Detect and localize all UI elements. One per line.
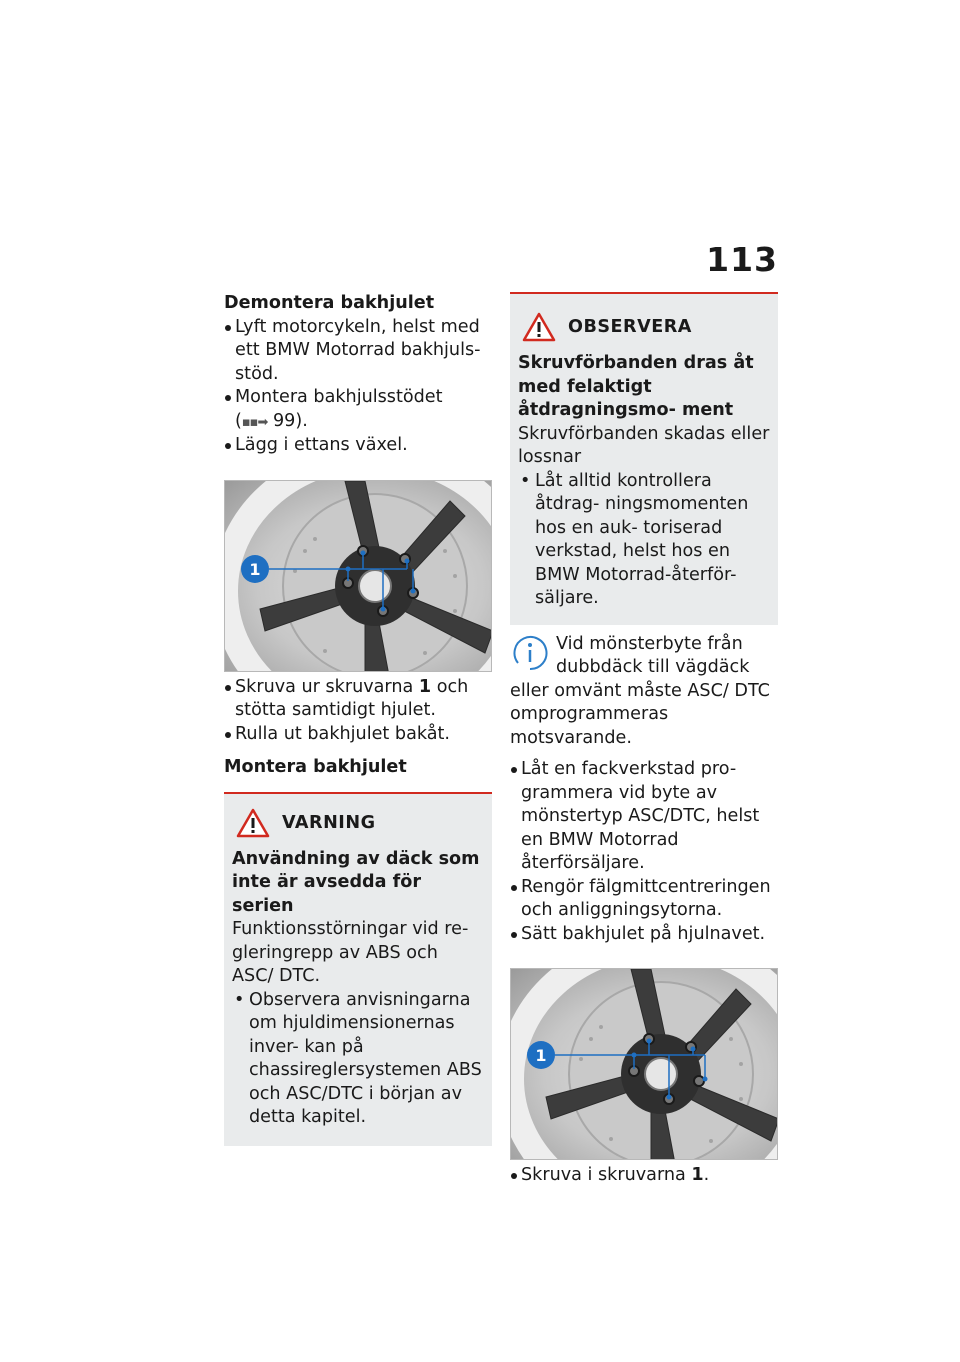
heading-remove-rear-wheel: Demontera bakhjulet <box>224 293 435 313</box>
list-item <box>224 676 492 723</box>
list-item <box>510 1164 778 1188</box>
warning-box <box>224 794 492 1146</box>
warning-triangle-icon <box>236 808 270 838</box>
list-item: • Låt alltid kontrollera åtdrag- ningsmomenten hos en auk- toriserad verkstad, helst hos en BMW Motorrad-återför- säljare. <box>518 470 770 611</box>
heading-mount-rear-wheel: Montera bakhjulet <box>224 756 492 794</box>
ref-open: ( <box>235 410 242 431</box>
notice-title: OBSERVERA <box>568 317 692 337</box>
step-text: Skruva i skruvarna <box>521 1165 692 1185</box>
callout-label-1: 1 <box>535 1046 547 1065</box>
list-item <box>224 386 492 434</box>
list-item: Låt en fackverkstad pro- grammera vid byte av mönstertyp ASC/DTC, helst en BMW Motorrad återförsäljare. <box>510 758 778 876</box>
warning-triangle-icon <box>522 312 556 342</box>
notice-text: Skruvförbanden skadas eller lossnar <box>518 423 770 467</box>
step-text: . <box>703 1165 710 1185</box>
wheel-illustration <box>225 481 492 672</box>
list-item: Lägg i ettans växel. <box>224 434 492 458</box>
page-number: 113 <box>706 240 778 279</box>
notice-box <box>510 292 778 625</box>
warning-title: VARNING <box>282 812 376 833</box>
list-item: • Observera anvisningarna om hjuldimensionernas inver- kan på chassireglersystemen ABS och ASC/DTC i början av detta kapitel. <box>232 989 484 1130</box>
warning-bold-line: inte är avsedda för serien <box>232 872 422 916</box>
wheel-photo-mount <box>510 968 778 1160</box>
wheel-photo-remove <box>224 480 492 672</box>
left-column <box>224 292 492 1146</box>
notice-bold: Skruvförbanden dras åt med felaktigt åtdragningsmo- ment <box>518 353 754 420</box>
notice-bullets <box>518 470 770 611</box>
info-icon <box>510 633 550 673</box>
mount-steps-list <box>510 758 778 946</box>
step-text: och stötta samtidigt hjulet. <box>235 676 469 720</box>
warning-bullets <box>232 989 484 1130</box>
warning-header <box>232 808 484 838</box>
remove-steps-list <box>224 316 492 458</box>
list-item: Rengör fälgmittcentreringen och anliggningsytorna. <box>510 876 778 923</box>
step-text: Montera bakhjulsstödet <box>235 387 443 407</box>
info-line: Vid mönsterbyte från <box>556 633 743 654</box>
final-steps <box>510 1164 778 1188</box>
right-column <box>510 292 778 1188</box>
info-text: eller omvänt måste ASC/ DTC omprogrammeras motsvarande. <box>510 680 770 748</box>
step-text: Skruva ur skruvarna <box>235 676 419 697</box>
warning-text: Funktionsstörningar vid re- gleringrepp av ABS och ASC/ DTC. <box>232 919 469 986</box>
list-item: Sätt bakhjulet på hjulnavet. <box>510 923 778 947</box>
post-image-steps <box>224 676 492 747</box>
list-item: Rulla ut bakhjulet bakåt. <box>224 723 492 747</box>
list-item: Lyft motorcykeln, helst med ett BMW Motorrad bakhjuls- stöd. <box>224 316 492 387</box>
callout-label-1: 1 <box>249 559 261 579</box>
info-note <box>510 633 778 751</box>
callout-ref: 1 <box>418 676 432 697</box>
page-reference[interactable]: 99). <box>272 410 308 431</box>
page-reference-arrow-icon: ▪▪➡ <box>241 414 268 430</box>
notice-header <box>518 312 770 342</box>
warning-bold-line: Användning av däck som <box>232 848 480 869</box>
wheel-illustration <box>511 969 778 1160</box>
info-line: dubbdäck till vägdäck <box>556 657 750 677</box>
callout-ref: 1 <box>691 1165 704 1185</box>
